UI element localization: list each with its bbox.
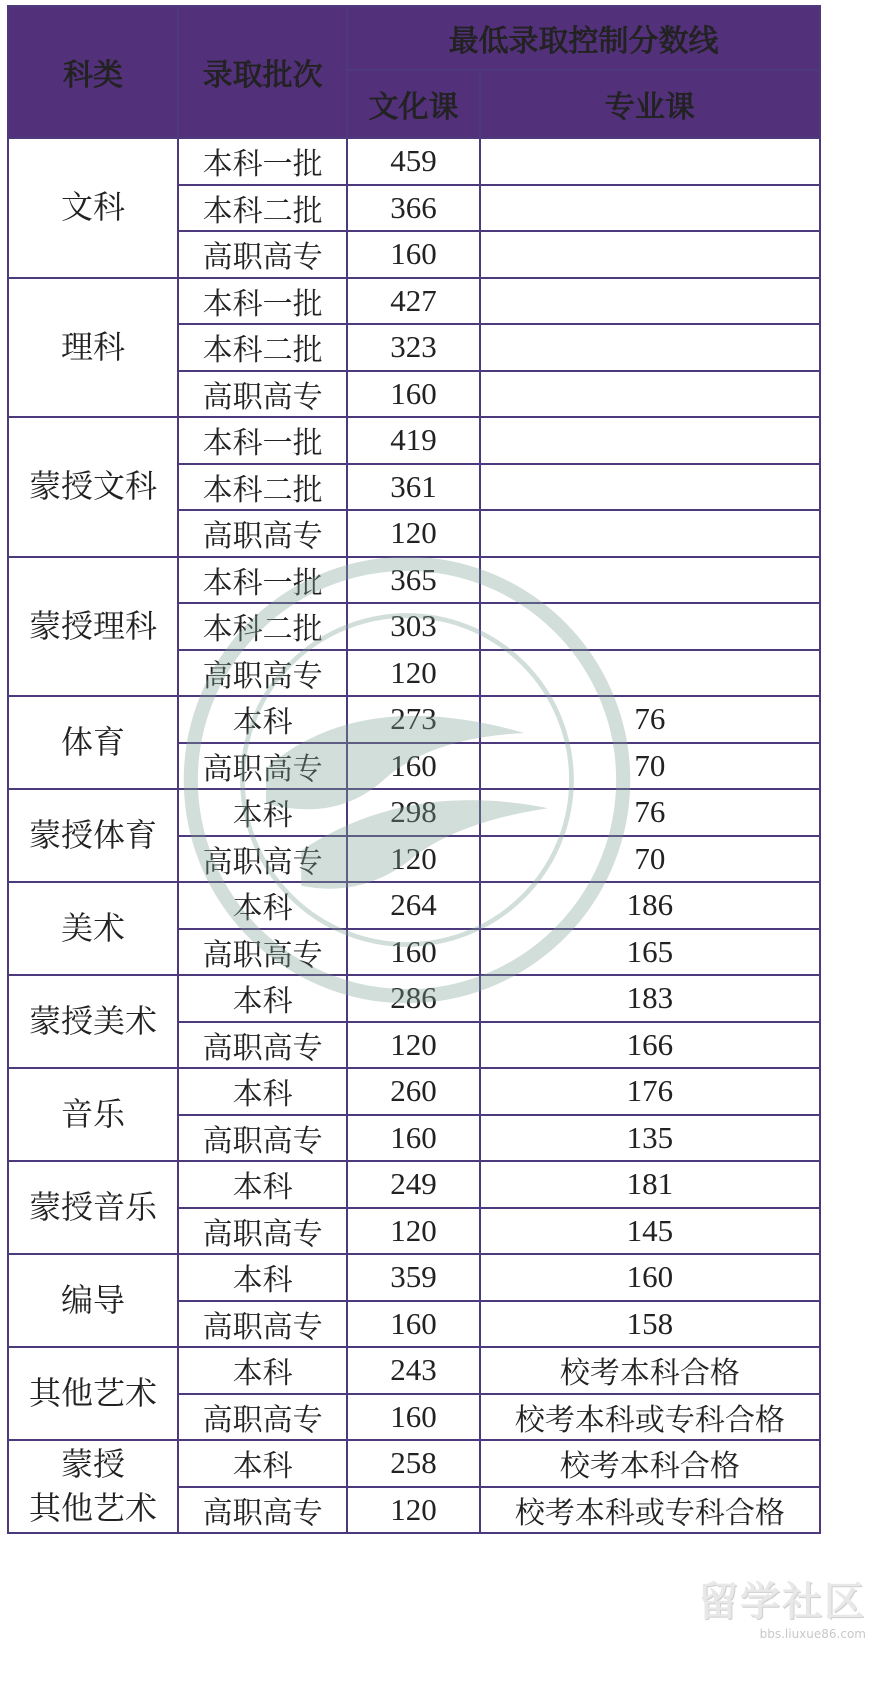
batch-cell: 高职高专 <box>178 929 347 976</box>
batch-cell: 高职高专 <box>178 371 347 418</box>
culture-score-cell: 273 <box>347 696 480 743</box>
table-row <box>8 1161 820 1208</box>
culture-score-cell: 160 <box>347 1301 480 1348</box>
table-row <box>8 1068 820 1115</box>
major-score-cell: 181 <box>480 1161 820 1208</box>
major-score-cell <box>480 185 820 232</box>
culture-score-cell: 459 <box>347 138 480 185</box>
table-header <box>8 6 820 138</box>
culture-score-cell: 359 <box>347 1254 480 1301</box>
header-subject: 科类 <box>8 6 178 138</box>
culture-score-cell: 260 <box>347 1068 480 1115</box>
major-score-cell <box>480 278 820 325</box>
culture-score-cell: 160 <box>347 929 480 976</box>
subject-cell: 蒙授 其他艺术 <box>8 1440 178 1533</box>
culture-score-cell: 120 <box>347 1487 480 1534</box>
major-score-cell: 183 <box>480 975 820 1022</box>
major-score-cell: 校考本科合格 <box>480 1440 820 1487</box>
header-batch: 录取批次 <box>178 6 347 138</box>
batch-cell: 本科 <box>178 696 347 743</box>
culture-score-cell: 365 <box>347 557 480 604</box>
subject-cell: 蒙授美术 <box>8 975 178 1068</box>
table-row <box>8 278 820 325</box>
major-score-cell <box>480 371 820 418</box>
subject-cell: 蒙授文科 <box>8 417 178 557</box>
batch-cell: 高职高专 <box>178 1394 347 1441</box>
culture-score-cell: 419 <box>347 417 480 464</box>
batch-cell: 本科二批 <box>178 324 347 371</box>
batch-cell: 高职高专 <box>178 1301 347 1348</box>
admission-score-table <box>7 5 821 1534</box>
subject-cell: 蒙授理科 <box>8 557 178 697</box>
major-score-cell: 160 <box>480 1254 820 1301</box>
major-score-cell: 166 <box>480 1022 820 1069</box>
subject-cell: 文科 <box>8 138 178 278</box>
culture-score-cell: 361 <box>347 464 480 511</box>
header-culture-course: 文化课 <box>347 70 480 138</box>
batch-cell: 本科 <box>178 1347 347 1394</box>
batch-cell: 高职高专 <box>178 836 347 883</box>
table-row <box>8 1254 820 1301</box>
culture-score-cell: 120 <box>347 510 480 557</box>
batch-cell: 高职高专 <box>178 231 347 278</box>
batch-cell: 高职高专 <box>178 1208 347 1255</box>
subject-cell: 编导 <box>8 1254 178 1347</box>
table-row <box>8 1347 820 1394</box>
batch-cell: 高职高专 <box>178 1115 347 1162</box>
culture-score-cell: 323 <box>347 324 480 371</box>
batch-cell: 本科 <box>178 882 347 929</box>
header-major-course: 专业课 <box>480 70 820 138</box>
major-score-cell <box>480 231 820 278</box>
major-score-cell <box>480 510 820 557</box>
site-logo <box>698 1570 866 1641</box>
batch-cell: 本科 <box>178 1440 347 1487</box>
subject-cell: 音乐 <box>8 1068 178 1161</box>
culture-score-cell: 264 <box>347 882 480 929</box>
batch-cell: 本科 <box>178 1161 347 1208</box>
batch-cell: 高职高专 <box>178 1487 347 1534</box>
major-score-cell <box>480 417 820 464</box>
batch-cell: 本科 <box>178 975 347 1022</box>
table-row <box>8 696 820 743</box>
culture-score-cell: 160 <box>347 1394 480 1441</box>
major-score-cell: 70 <box>480 836 820 883</box>
subject-cell: 蒙授体育 <box>8 789 178 882</box>
batch-cell: 高职高专 <box>178 650 347 697</box>
culture-score-cell: 160 <box>347 371 480 418</box>
header-min-score-line: 最低录取控制分数线 <box>347 6 820 70</box>
batch-cell: 本科一批 <box>178 138 347 185</box>
major-score-cell: 145 <box>480 1208 820 1255</box>
major-score-cell: 165 <box>480 929 820 976</box>
culture-score-cell: 160 <box>347 1115 480 1162</box>
table-row <box>8 975 820 1022</box>
culture-score-cell: 249 <box>347 1161 480 1208</box>
culture-score-cell: 258 <box>347 1440 480 1487</box>
major-score-cell: 186 <box>480 882 820 929</box>
major-score-cell: 135 <box>480 1115 820 1162</box>
subject-cell: 蒙授音乐 <box>8 1161 178 1254</box>
major-score-cell: 158 <box>480 1301 820 1348</box>
batch-cell: 高职高专 <box>178 743 347 790</box>
major-score-cell <box>480 650 820 697</box>
table-row <box>8 557 820 604</box>
subject-cell: 其他艺术 <box>8 1347 178 1440</box>
batch-cell: 本科一批 <box>178 278 347 325</box>
culture-score-cell: 427 <box>347 278 480 325</box>
culture-score-cell: 366 <box>347 185 480 232</box>
major-score-cell: 76 <box>480 696 820 743</box>
table-row <box>8 882 820 929</box>
batch-cell: 本科二批 <box>178 464 347 511</box>
culture-score-cell: 160 <box>347 231 480 278</box>
batch-cell: 本科二批 <box>178 603 347 650</box>
batch-cell: 高职高专 <box>178 1022 347 1069</box>
batch-cell: 本科 <box>178 1068 347 1115</box>
culture-score-cell: 303 <box>347 603 480 650</box>
culture-score-cell: 120 <box>347 650 480 697</box>
culture-score-cell: 120 <box>347 1208 480 1255</box>
logo-url: bbs.liuxue86.com <box>759 1627 866 1641</box>
major-score-cell: 校考本科或专科合格 <box>480 1487 820 1534</box>
culture-score-cell: 160 <box>347 743 480 790</box>
culture-score-cell: 120 <box>347 1022 480 1069</box>
table-body <box>8 138 820 1533</box>
table-row <box>8 1440 820 1487</box>
major-score-cell <box>480 557 820 604</box>
batch-cell: 本科 <box>178 1254 347 1301</box>
major-score-cell: 76 <box>480 789 820 836</box>
batch-cell: 本科一批 <box>178 557 347 604</box>
major-score-cell <box>480 324 820 371</box>
batch-cell: 高职高专 <box>178 510 347 557</box>
table-row <box>8 417 820 464</box>
culture-score-cell: 120 <box>347 836 480 883</box>
culture-score-cell: 243 <box>347 1347 480 1394</box>
logo-text: 留学社区 <box>698 1579 866 1625</box>
culture-score-cell: 298 <box>347 789 480 836</box>
table-row <box>8 789 820 836</box>
batch-cell: 本科二批 <box>178 185 347 232</box>
batch-cell: 本科一批 <box>178 417 347 464</box>
major-score-cell: 校考本科或专科合格 <box>480 1394 820 1441</box>
major-score-cell <box>480 603 820 650</box>
culture-score-cell: 286 <box>347 975 480 1022</box>
major-score-cell <box>480 464 820 511</box>
subject-cell: 美术 <box>8 882 178 975</box>
subject-cell: 体育 <box>8 696 178 789</box>
major-score-cell <box>480 138 820 185</box>
subject-cell: 理科 <box>8 278 178 418</box>
batch-cell: 本科 <box>178 789 347 836</box>
major-score-cell: 176 <box>480 1068 820 1115</box>
major-score-cell: 70 <box>480 743 820 790</box>
major-score-cell: 校考本科合格 <box>480 1347 820 1394</box>
table-row <box>8 138 820 185</box>
